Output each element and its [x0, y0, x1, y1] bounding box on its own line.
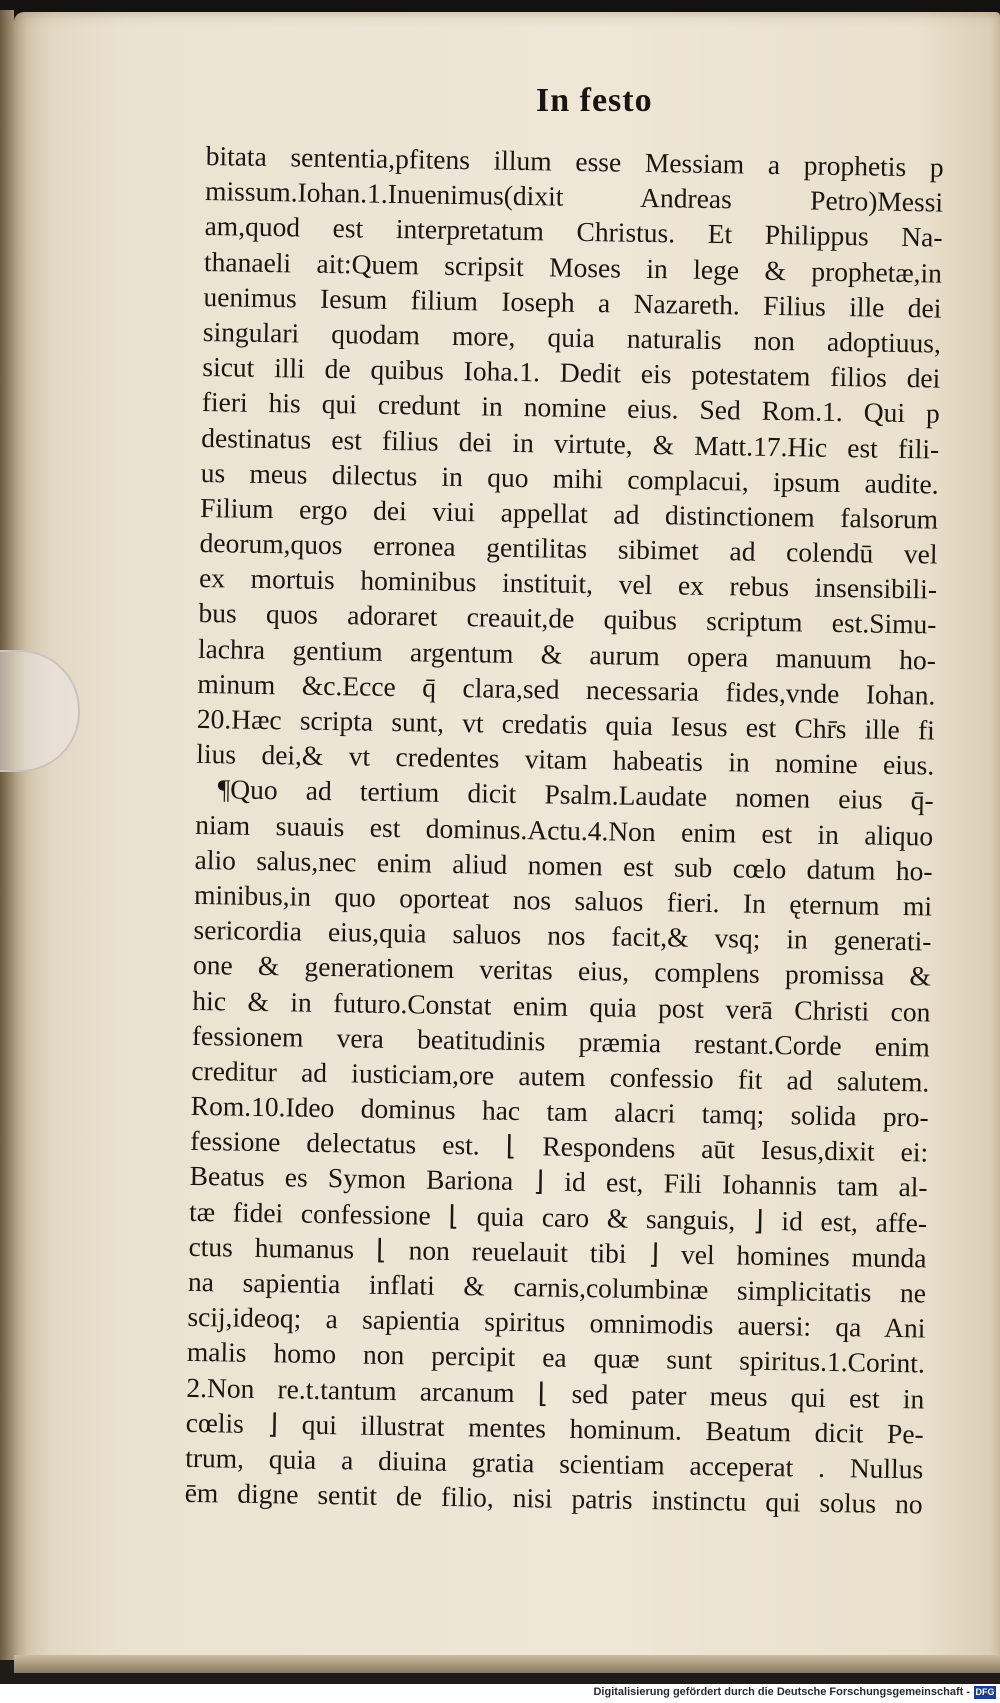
text-line: minum &c.Ecce q̄ clara,sed necessaria fides,vnde Iohan. — [197, 667, 936, 711]
body-text — [184, 138, 943, 1522]
running-head: In festo — [536, 82, 653, 119]
text-line: us meus dilectus in quo mihi complacui, ipsum audite. — [200, 456, 939, 500]
text-line: Beatus es Symon Bariona ⌋ id est, Fili Iohannis tam al- — [189, 1160, 928, 1203]
text-line: Rom.10.Ideo dominus hac tam alacri tamq; solida pro- — [190, 1089, 929, 1133]
text-line: Filium ergo dei viui appellat ad distinctionem falsorum — [199, 491, 939, 535]
text-line: minibus,in quo oporteat nos saluos fieri. In ęternum mi — [193, 878, 933, 922]
text-line: uenimus Iesum filium Ioseph a Nazareth. Filius ille dei — [203, 280, 942, 324]
text-line: sericordia eius,quia saluos nos facit,& vsq; in generati- — [193, 914, 932, 957]
text-line: ctus humanus ⌊ non reuelauit tibi ⌋ vel homines munda — [188, 1230, 927, 1274]
text-line: trum, quia a diuina gratia scientiam acceperat . Nullus — [185, 1441, 924, 1485]
text-line: lius dei,& vt credentes vitam habeatis in nomine eius. — [196, 738, 935, 781]
text-line: am,quod est interpretatum Christus. Et Philippus Na- — [204, 210, 943, 253]
text-line: tæ fidei confessione ⌊ quia caro & sanguis, ⌋ id est, affe- — [188, 1195, 928, 1239]
text-line: ¶Quo ad tertium dicit Psalm.Laudate nomen eius q̄- — [217, 773, 934, 816]
dfg-logo: DFG — [975, 1687, 995, 1697]
text-line: cœlis ⌋ qui illustrat mentes hominum. Beatum dicit Pe- — [185, 1406, 924, 1450]
text-line: fessione delectatus est. ⌊ Respondens aūt Iesus,dixit ei: — [190, 1125, 929, 1168]
text-line: scij,ideoq; a sapientia spiritus omnimodis auersi: qa Ani — [187, 1301, 926, 1344]
footer-credit: Digitalisierung gefördert durch die Deutsche Forschungsgemeinschaft - — [593, 1686, 970, 1698]
text-line: na sapientia inflati & carnis,columbinæ simplicitatis ne — [187, 1265, 927, 1309]
page-gutter-edge — [0, 10, 14, 1660]
text-line: one & generationem veritas eius, complens promissa & — [192, 949, 932, 992]
text-line: niam suauis est dominus.Actu.4.Non enim est in aliquo — [194, 808, 934, 852]
text-line: lachra gentium argentum & aurum opera manuum ho- — [197, 632, 937, 676]
text-line: hic & in futuro.Constat enim quia post verā Christi con — [192, 984, 931, 1027]
page-bottom-edge — [14, 1655, 1000, 1673]
text-line: ex mortuis hominibus instituit, vel ex rebus insensibili- — [198, 562, 938, 605]
text-line: fessionem vera beatitudinis præmia restant.Corde enim — [191, 1019, 931, 1063]
text-line: fieri his qui credunt in nomine eius. Sed Rom.1. Qui p — [201, 386, 941, 429]
text-line: alio salus,nec enim aliud nomen est sub cœlo datum ho- — [194, 843, 933, 887]
text-line: bus quos adoraret creauit,de quibus scriptum est.Simu- — [198, 597, 937, 640]
text-line: thanaeli ait:Quem scripsit Moses in lege & prophetæ,in — [203, 245, 943, 289]
text-line: malis homo non percipit ea quæ sunt spiritus.1.Corint. — [186, 1336, 926, 1379]
text-line: sicut illi de quibus Ioha.1. Dedit eis potestatem filios dei — [202, 351, 941, 394]
text-line: 20.Hæc scripta sunt, vt credatis quia Iesus est Chr̄s ille fi — [196, 702, 936, 746]
text-line: singulari quodam more, quia naturalis non adoptiuus, — [202, 315, 942, 359]
text-line: missum.Iohan.1.Inuenimus(dixit Andreas Petro)Messi — [204, 175, 944, 218]
text-line: bitata sententia,pfitens illum esse Messiam a prophetis p — [205, 139, 944, 183]
text-line: destinatus est filius dei in virtute, & Matt.17.Hic est fili- — [201, 421, 940, 465]
text-line: creditur ad iusticiam,ore autem confessio fit ad salutem. — [191, 1054, 930, 1098]
text-line: 2.Non re.t.tantum arcanum ⌊ sed pater meus qui est in — [186, 1371, 925, 1414]
text-line: ēm digne sentit de filio, nisi patris instinctu qui solus no — [184, 1476, 923, 1520]
text-line: deorum,quos erronea gentilitas sibimet ad colendū vel — [199, 527, 938, 570]
